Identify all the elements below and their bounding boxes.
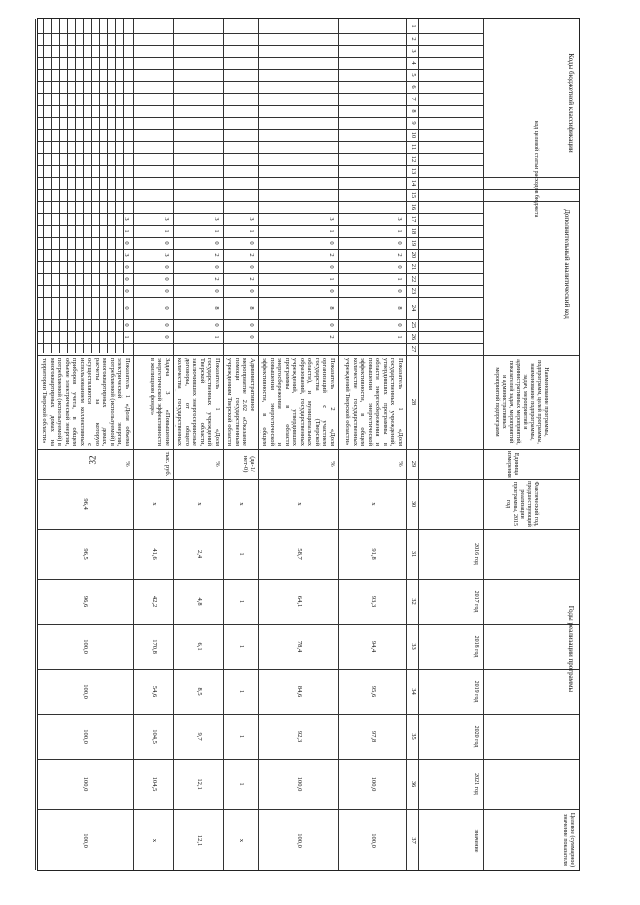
fact-col-header: Фактический год, предшествующий реализации программы, 2015 год xyxy=(505,481,539,529)
code-digit: 0 xyxy=(163,241,170,245)
target-value: 12,1 xyxy=(196,834,203,847)
column-number: 33 xyxy=(410,643,417,650)
code-digit: 1 xyxy=(396,335,403,339)
unit-value: % xyxy=(397,461,404,467)
year-value: 2,4 xyxy=(196,549,203,559)
year-value: 100,0 xyxy=(82,729,89,744)
column-number: 19 xyxy=(410,239,417,247)
column-number: 26 xyxy=(410,333,417,341)
column-number: 37 xyxy=(410,837,417,844)
year-value: 100,0 xyxy=(82,684,89,699)
indicator-name: Показатель 2 «Доля организаций с участием государства (Тверской области), и муниципальных образований, государственных учреждений, утвердивших программы в области энергосбережения и повышения энергетической эффективности, в общем xyxy=(261,358,336,446)
indicator-name: Показатель 1 «Доля государственных учреждений Тверской области, заключивших энергосервисные договоры, от общего количества государственных xyxy=(176,358,221,446)
name-col-header: Наименование программы, подпрограмм, целей программы, наименование подпрограммы, задач, мероприятий и административных мероприятий, показателей задач, мероприятий и административных мероприятий подпрограмм xyxy=(494,359,549,447)
grid-hline xyxy=(75,19,76,353)
year-value: 41,6 xyxy=(151,548,158,560)
indicator-name: Административное мероприятие 2.02 «Оказание помощи государственным учреждениям Тверской области xyxy=(226,358,256,446)
code-digit: 1 xyxy=(123,229,130,233)
column-number: 21 xyxy=(410,263,417,271)
code-digit: 1 xyxy=(213,229,220,233)
grid-hline xyxy=(51,19,52,353)
code-digit: 0 xyxy=(123,277,130,281)
column-number: 20 xyxy=(410,251,417,259)
year-value: 78,4 xyxy=(296,640,303,653)
column-number: 7 xyxy=(410,97,417,101)
code-digit: 3 xyxy=(248,217,255,221)
grid-hline xyxy=(133,19,134,870)
column-number: 11 xyxy=(410,143,417,151)
column-number: 23 xyxy=(410,287,417,295)
year-value: 1 xyxy=(238,552,246,556)
code-digit: 2 xyxy=(328,253,335,257)
grid-vline xyxy=(38,177,579,178)
year-value: 42,2 xyxy=(151,595,158,608)
grid-vline xyxy=(38,355,579,356)
grid-hline xyxy=(43,19,44,353)
column-number: 2 xyxy=(410,37,417,41)
code-digit: 0 xyxy=(213,265,220,269)
target-value: 100,0 xyxy=(82,833,89,848)
code-digit: 0 xyxy=(123,323,130,327)
year-value: 84,6 xyxy=(296,685,303,698)
grid-hline xyxy=(338,19,339,870)
year-value: 1 xyxy=(238,689,246,694)
code-digit: 0 xyxy=(213,241,220,245)
indicator-name: Задача 3 «Повышение энергетической эффективности в жилищном фонде» xyxy=(149,358,171,446)
year-header: 2018 год xyxy=(473,635,479,658)
column-number: 14 xyxy=(410,179,417,187)
unit-value: % xyxy=(329,461,336,467)
year-header: 2017 год xyxy=(473,590,479,613)
year-value: 104,5 xyxy=(151,776,158,792)
code-digit: 3 xyxy=(123,217,130,221)
grid-hline xyxy=(115,19,116,353)
fact-value: х xyxy=(196,502,203,506)
year-value: 58,7 xyxy=(296,548,303,560)
code-digit: 8 xyxy=(213,306,220,310)
target-value: х xyxy=(151,838,158,843)
year-value: 100,0 xyxy=(296,776,303,792)
grid-vline xyxy=(38,529,579,530)
column-number: 25 xyxy=(410,321,417,329)
code-digit: 0 xyxy=(163,289,170,293)
code-digit: 0 xyxy=(163,335,170,339)
code-digit: 2 xyxy=(396,253,403,257)
column-number: 9 xyxy=(410,121,417,125)
column-number: 22 xyxy=(410,275,417,283)
year-value: 95,6 xyxy=(370,685,377,698)
unit-value: % xyxy=(214,461,221,467)
code-digit: 3 xyxy=(123,253,130,257)
fact-value: х xyxy=(370,502,377,506)
year-value: 100,0 xyxy=(82,776,89,792)
indicator-name: Показатель 1 «Доля объема электрической энергии, потребляемой (используемой) в многоквартирных домах, расчеты за которую осуществляются с использованием коллективных приборов учета, в общем объеме электрической энергии, потребляемой (используемой) в многоквартирных домах на территории Тверской области» xyxy=(41,358,131,446)
year-header: 2016 год xyxy=(473,543,479,565)
column-number: 17 xyxy=(410,215,417,223)
code-digit: 0 xyxy=(248,241,255,245)
column-number: 3 xyxy=(410,49,417,53)
grid-vline xyxy=(38,201,579,202)
column-number: 12 xyxy=(410,155,417,163)
year-header: 2021 год xyxy=(473,773,479,795)
year-value: 93,3 xyxy=(370,595,377,608)
fact-value: х xyxy=(151,502,158,506)
code-digit: 0 xyxy=(123,241,130,245)
code-digit: 2 xyxy=(328,335,335,339)
year-value: 1 xyxy=(238,644,246,649)
fact-value: 96,4 xyxy=(82,498,89,510)
column-number: 1 xyxy=(410,24,417,28)
grid-hline xyxy=(83,19,84,353)
grid-hline xyxy=(67,19,68,353)
column-number: 5 xyxy=(410,73,417,77)
code-digit: 0 xyxy=(248,323,255,327)
code-digit: 1 xyxy=(123,335,130,339)
code-digit: 0 xyxy=(163,277,170,281)
year-value: 96,6 xyxy=(82,595,89,608)
column-number: 8 xyxy=(410,109,417,113)
code-digit: 0 xyxy=(213,323,220,327)
column-number: 30 xyxy=(410,500,417,508)
grid-hline xyxy=(418,19,419,870)
grid-hline xyxy=(99,19,100,353)
code-digit: 8 xyxy=(328,306,335,310)
code-digit: 0 xyxy=(396,289,403,293)
target-value: 100,0 xyxy=(370,833,377,848)
code-digit: 1 xyxy=(328,277,335,281)
unit-value: тыс. руб. xyxy=(164,451,171,477)
year-value: 9,7 xyxy=(196,732,203,741)
grid-vline xyxy=(38,809,579,810)
code-digit: 2 xyxy=(248,253,255,257)
budget-target-code-header: код целевой статьи расходов бюджета xyxy=(533,120,539,218)
target-col-header: значение xyxy=(473,829,479,853)
year-value: 97,8 xyxy=(370,730,377,743)
column-number: 34 xyxy=(410,688,417,695)
code-digit: 8 xyxy=(248,306,255,310)
column-number: 29 xyxy=(410,460,417,468)
code-digit: 2 xyxy=(213,253,220,257)
code-digit: 0 xyxy=(396,323,403,327)
code-digit: 0 xyxy=(396,265,403,269)
code-digit: 0 xyxy=(248,289,255,293)
column-number: 15 xyxy=(410,191,417,199)
grid-vline xyxy=(38,579,579,580)
grid-vline xyxy=(38,624,579,625)
analytic-group-label: Дополнительный аналитический код xyxy=(563,209,571,319)
code-digit: 2 xyxy=(248,277,255,281)
code-digit: 1 xyxy=(248,229,255,233)
code-digit: 0 xyxy=(163,323,170,327)
grid-hline xyxy=(173,19,174,870)
code-digit: 0 xyxy=(213,289,220,293)
code-digit: 0 xyxy=(396,241,403,245)
grid-vline xyxy=(38,714,579,715)
year-value: 1 xyxy=(238,734,246,739)
fact-value: х xyxy=(296,502,303,506)
column-number: 13 xyxy=(410,167,417,175)
unit-col-header: Единица измерения xyxy=(506,451,519,478)
grid-hline xyxy=(483,19,484,870)
target-value: х xyxy=(238,838,246,843)
code-digit: 0 xyxy=(163,265,170,269)
grid-hline xyxy=(223,19,224,870)
year-value: 92,3 xyxy=(296,730,303,743)
column-number: 35 xyxy=(410,733,417,740)
grid-hline xyxy=(91,19,92,353)
code-digit: 0 xyxy=(248,265,255,269)
year-value: 12,1 xyxy=(196,778,203,790)
year-value: 100,0 xyxy=(370,776,377,792)
column-number: 36 xyxy=(410,780,417,788)
grid-hline xyxy=(406,19,407,870)
code-digit: 3 xyxy=(396,217,403,221)
code-digit: 1 xyxy=(213,335,220,339)
grid-hline xyxy=(59,19,60,353)
grid-vline xyxy=(38,449,579,450)
column-number: 24 xyxy=(410,304,417,312)
year-value: 64,1 xyxy=(296,595,303,608)
code-digit: 1 xyxy=(396,277,403,281)
grid-hline xyxy=(258,19,259,870)
page-number: 32 xyxy=(87,455,98,465)
year-value: 96,5 xyxy=(82,548,89,560)
code-digit: 0 xyxy=(123,289,130,293)
code-digit: 1 xyxy=(328,229,335,233)
year-value: 6,1 xyxy=(196,642,203,651)
column-number: 27 xyxy=(410,345,417,353)
code-digit: 0 xyxy=(328,241,335,245)
column-number: 32 xyxy=(410,598,417,605)
column-number: 28 xyxy=(410,398,417,406)
code-digit: 8 xyxy=(396,306,403,310)
year-header: 2020 год xyxy=(473,725,479,748)
year-value: 4,8 xyxy=(196,597,203,606)
target-group-label: Целевое (суммарное) значение показателя xyxy=(562,812,575,869)
unit-value: % xyxy=(124,461,131,467)
year-value: 1 xyxy=(238,782,246,786)
year-value: 104,5 xyxy=(151,729,158,744)
year-value: 91,8 xyxy=(370,548,377,560)
column-number: 18 xyxy=(410,227,417,235)
code-digit: 3 xyxy=(163,253,170,257)
years-group-label: Годы реализации программы xyxy=(567,605,575,693)
grid-vline xyxy=(38,759,579,760)
fact-value: х xyxy=(238,502,246,506)
indicator-name: Показатель 1 «Доля государственных учреждений, утвердивших программы в области энергосбережения и повышения энергетической эффективности, в общем количестве государственных учреждений Тверской области» xyxy=(344,358,404,446)
code-digit: 0 xyxy=(123,265,130,269)
grid-vline xyxy=(38,669,579,670)
code-digit: 3 xyxy=(213,217,220,221)
year-value: 94,4 xyxy=(370,640,377,653)
year-value: 170,8 xyxy=(151,639,158,654)
code-digit: 0 xyxy=(328,289,335,293)
column-number: 10 xyxy=(410,131,417,139)
grid-hline xyxy=(35,19,36,870)
unit-value: (да-1/нет-0) xyxy=(242,455,256,473)
code-digit: 0 xyxy=(248,335,255,339)
column-number: 31 xyxy=(410,550,417,558)
kbk-group-label: Коды бюджетной классификации xyxy=(567,53,575,153)
code-digit: 0 xyxy=(328,265,335,269)
code-digit: 3 xyxy=(163,217,170,221)
grid-hline xyxy=(107,19,108,353)
code-digit: 0 xyxy=(163,306,170,310)
target-value: 100,0 xyxy=(296,833,303,848)
column-number: 4 xyxy=(410,61,417,65)
code-digit: 3 xyxy=(328,217,335,221)
year-value: 8,5 xyxy=(196,687,203,696)
year-header: 2019 год xyxy=(473,680,479,703)
column-number: 16 xyxy=(410,203,417,211)
year-value: 100,0 xyxy=(82,639,89,654)
year-value: 1 xyxy=(238,599,246,604)
grid-vline xyxy=(38,189,579,190)
code-digit: 1 xyxy=(396,229,403,233)
year-value: 54,6 xyxy=(151,685,158,698)
code-digit: 1 xyxy=(163,229,170,233)
code-digit: 0 xyxy=(328,323,335,327)
grid-vline xyxy=(38,479,579,480)
column-number: 6 xyxy=(410,85,417,89)
code-digit: 0 xyxy=(123,306,130,310)
code-digit: 2 xyxy=(213,277,220,281)
program-indicator-table xyxy=(37,18,580,871)
